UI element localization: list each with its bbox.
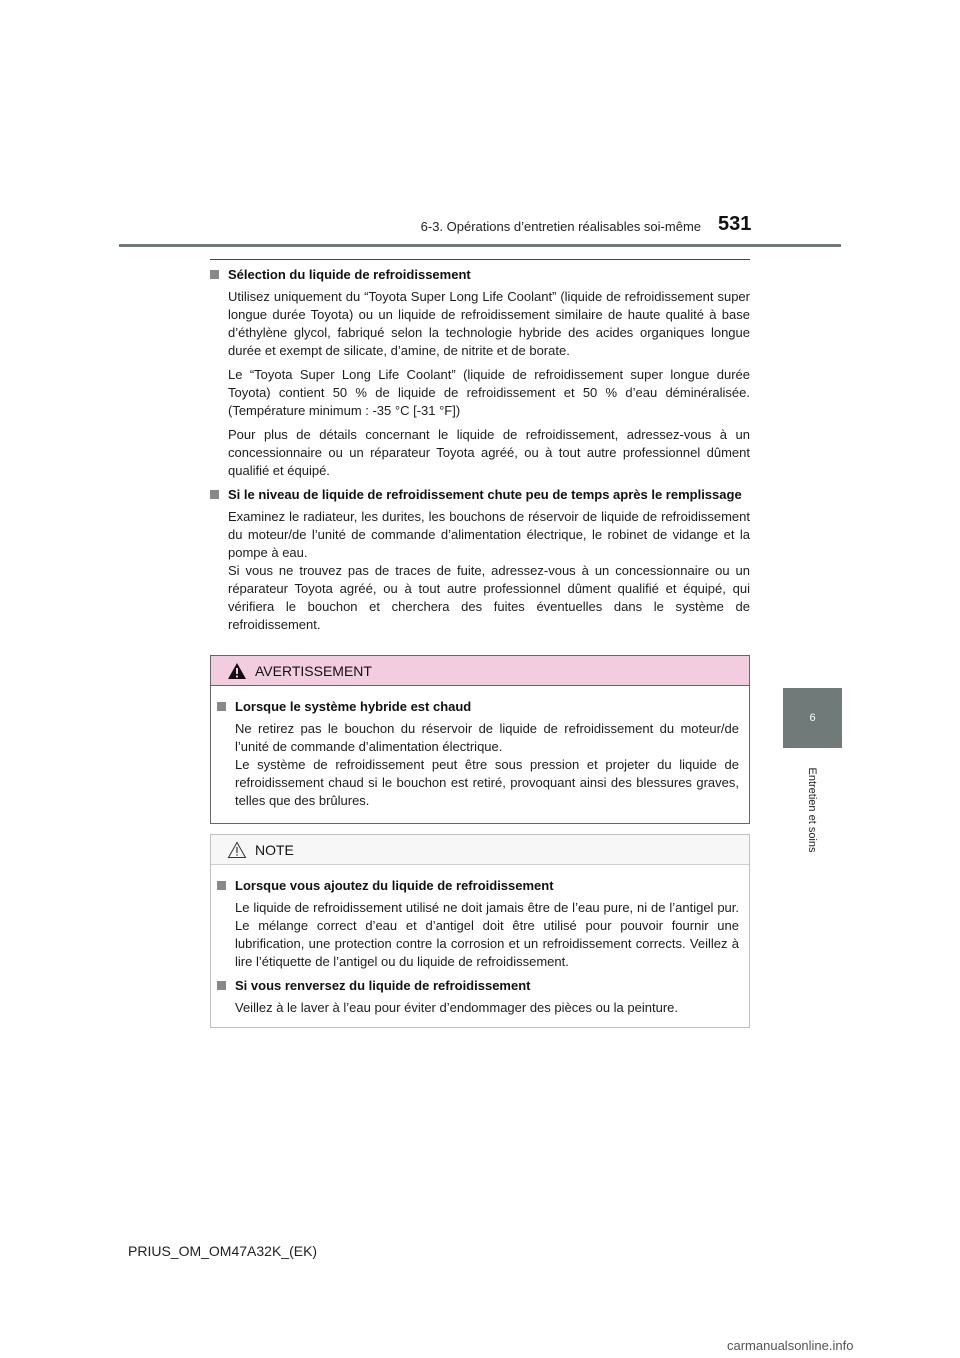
paragraph: Le système de refroidissement peut être sous pression et projeter du liquide de refroidissement chaud si le bouchon est retiré, provoquant ainsi des blessures graves, telles que des brûlures. [235, 757, 739, 808]
paragraph: Veillez à le laver à l’eau pour éviter d’endommager des pièces ou la peinture. [235, 1000, 678, 1015]
bullet-square-icon [217, 881, 226, 890]
section-heading: Sélection du liquide de refroidissement [210, 266, 750, 284]
caution-triangle-outline-icon [227, 841, 247, 859]
bullet-square-icon [217, 702, 226, 711]
paragraph: Utilisez uniquement du “Toyota Super Long Life Coolant” (liquide de refroidissement super longue durée Toyota) ou un liquide de refroidissement similaire de haute qualité à base d’éthylène glycol, fabriqué selon la technologie hybride des acides organiques longue durée et exempt de silicate, d’amine, de nitrite et de borate. [228, 289, 750, 358]
note-box [210, 834, 750, 1028]
running-header-section: 6-3. Opérations d’entretien réalisables soi-même [420, 219, 701, 234]
warning-item-heading: Lorsque le système hybride est chaud [217, 698, 739, 716]
chapter-title: Entretien et soins [806, 767, 818, 853]
header-rule [119, 244, 841, 247]
document-id: PRIUS_OM_OM47A32K_(EK) [128, 1243, 318, 1259]
paragraph: Si vous ne trouvez pas de traces de fuite, adressez-vous à un concessionnaire ou un réparateur Toyota agréé, ou à tout autre professionnel dûment qualifié et équipé, qui vérifiera le bouchon et cherchera des fuites éventuelles dans le système de refroidissement. [228, 563, 750, 632]
paragraph: Pour plus de détails concernant le liquide de refroidissement, adressez-vous à un concessionnaire ou un réparateur Toyota agréé, ou à tout autre professionnel dûment qualifié et équipé. [228, 427, 750, 478]
note-item-heading: Lorsque vous ajoutez du liquide de refroidissement [217, 877, 739, 895]
note-label: NOTE [255, 841, 294, 858]
paragraph: Ne retirez pas le bouchon du réservoir de liquide de refroidissement du moteur/de l’unité de commande d’alimentation électrique. [235, 721, 739, 754]
paragraph: Le liquide de refroidissement utilisé ne doit jamais être de l’eau pure, ni de l’antigel pur. Le mélange correct d’eau et d’antigel doit être utilisé pour pouvoir fournir une lubrification, une protection contre la corrosion et un refroidissement corrects. Veillez à lire l’étiquette de l’antigel ou du liquide de refroidissement. [235, 900, 739, 969]
section-heading: Si le niveau de liquide de refroidissement chute peu de temps après le remplissage [210, 486, 750, 504]
bullet-square-icon [210, 490, 219, 499]
bullet-square-icon [217, 981, 226, 990]
warning-box [210, 655, 750, 824]
paragraph: Le “Toyota Super Long Life Coolant” (liquide de refroidissement super longue durée Toyota) contient 50 % de liquide de refroidissement et 50 % d’eau déminéralisée. (Température minimum : -35 °C [-31 °F]) [228, 367, 750, 418]
watermark: carmanualsonline.info [727, 1338, 854, 1353]
content-top-rule [210, 259, 750, 260]
warning-triangle-icon [227, 662, 247, 680]
main-content [210, 266, 750, 634]
page-number: 531 [718, 213, 752, 235]
bullet-square-icon [210, 270, 219, 279]
paragraph: Examinez le radiateur, les durites, les bouchons de réservoir de liquide de refroidissement du moteur/de l’unité de commande d’alimentation électrique, le robinet de vidange et la pompe à eau. [228, 509, 750, 560]
chapter-number: 6 [809, 712, 816, 724]
note-item-heading: Si vous renversez du liquide de refroidissement [217, 977, 739, 995]
warning-label: AVERTISSEMENT [255, 662, 372, 679]
warning-box-header [211, 656, 749, 686]
note-box-header [211, 835, 749, 865]
